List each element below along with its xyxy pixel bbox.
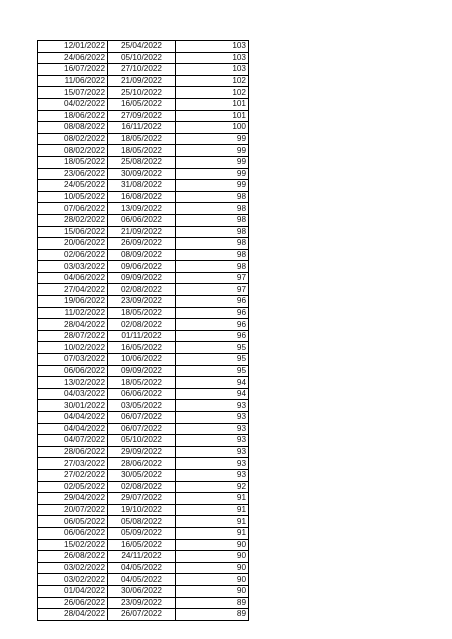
table-row <box>38 261 249 273</box>
end-date-cell[interactable]: 06/06/2022 <box>108 388 176 400</box>
start-date-cell[interactable]: 27/02/2022 <box>38 469 108 481</box>
end-date-cell[interactable]: 09/09/2022 <box>108 365 176 377</box>
table-row <box>38 214 249 226</box>
end-date-cell[interactable]: 29/09/2022 <box>108 446 176 458</box>
days-cell[interactable]: 98 <box>176 249 249 261</box>
end-date-cell[interactable]: 16/08/2022 <box>108 191 176 203</box>
start-date-cell[interactable]: 19/06/2022 <box>38 296 108 308</box>
days-cell[interactable]: 89 <box>176 597 249 609</box>
end-date-cell[interactable]: 26/09/2022 <box>108 238 176 250</box>
start-date-cell[interactable]: 28/07/2022 <box>38 330 108 342</box>
start-date-cell[interactable]: 18/06/2022 <box>38 110 108 122</box>
days-cell[interactable]: 90 <box>176 539 249 551</box>
end-date-cell[interactable]: 05/10/2022 <box>108 52 176 64</box>
table-row <box>38 527 249 539</box>
table-row <box>38 469 249 481</box>
end-date-cell[interactable]: 28/06/2022 <box>108 458 176 470</box>
end-date-cell[interactable]: 27/09/2022 <box>108 110 176 122</box>
table-row <box>38 319 249 331</box>
end-date-cell[interactable]: 16/05/2022 <box>108 342 176 354</box>
table-row <box>38 133 249 145</box>
end-date-cell[interactable]: 30/05/2022 <box>108 469 176 481</box>
days-cell[interactable]: 91 <box>176 504 249 516</box>
days-cell[interactable]: 93 <box>176 435 249 447</box>
days-cell[interactable]: 93 <box>176 446 249 458</box>
table-row <box>38 272 249 284</box>
end-date-cell[interactable]: 04/05/2022 <box>108 562 176 574</box>
end-date-cell[interactable]: 06/07/2022 <box>108 412 176 424</box>
table-row <box>38 342 249 354</box>
days-cell[interactable]: 103 <box>176 64 249 76</box>
table-row <box>38 330 249 342</box>
start-date-cell[interactable]: 06/06/2022 <box>38 527 108 539</box>
table-body <box>38 41 249 621</box>
days-cell[interactable]: 97 <box>176 284 249 296</box>
end-date-cell[interactable]: 02/08/2022 <box>108 481 176 493</box>
end-date-cell[interactable]: 23/09/2022 <box>108 296 176 308</box>
end-date-cell[interactable]: 25/04/2022 <box>108 41 176 53</box>
days-cell[interactable]: 93 <box>176 423 249 435</box>
table-row <box>38 481 249 493</box>
table-row <box>38 307 249 319</box>
table-row <box>38 423 249 435</box>
start-date-cell[interactable]: 26/08/2022 <box>38 551 108 563</box>
days-cell[interactable]: 92 <box>176 481 249 493</box>
days-cell[interactable]: 103 <box>176 52 249 64</box>
days-cell[interactable]: 95 <box>176 354 249 366</box>
days-cell[interactable]: 91 <box>176 527 249 539</box>
table-row <box>38 87 249 99</box>
table-row <box>38 296 249 308</box>
end-date-cell[interactable]: 19/10/2022 <box>108 504 176 516</box>
start-date-cell[interactable]: 04/07/2022 <box>38 435 108 447</box>
table-row <box>38 377 249 389</box>
days-cell[interactable]: 93 <box>176 458 249 470</box>
table-row <box>38 238 249 250</box>
start-date-cell[interactable]: 04/03/2022 <box>38 388 108 400</box>
end-date-cell[interactable]: 06/06/2022 <box>108 214 176 226</box>
table-row <box>38 365 249 377</box>
table-row <box>38 574 249 586</box>
data-table <box>37 40 249 621</box>
days-cell[interactable]: 102 <box>176 87 249 99</box>
days-cell[interactable]: 95 <box>176 365 249 377</box>
days-cell[interactable]: 96 <box>176 296 249 308</box>
days-cell[interactable]: 91 <box>176 516 249 528</box>
end-date-cell[interactable]: 09/06/2022 <box>108 261 176 273</box>
days-cell[interactable]: 98 <box>176 226 249 238</box>
table-row <box>38 412 249 424</box>
end-date-cell[interactable]: 23/09/2022 <box>108 597 176 609</box>
start-date-cell[interactable]: 08/02/2022 <box>38 133 108 145</box>
end-date-cell[interactable]: 26/07/2022 <box>108 609 176 621</box>
end-date-cell[interactable]: 16/05/2022 <box>108 98 176 110</box>
table-row <box>38 504 249 516</box>
table-row <box>38 493 249 505</box>
table-row <box>38 180 249 192</box>
start-date-cell[interactable]: 02/06/2022 <box>38 249 108 261</box>
end-date-cell[interactable]: 02/08/2022 <box>108 319 176 331</box>
end-date-cell[interactable]: 25/10/2022 <box>108 87 176 99</box>
end-date-cell[interactable]: 21/09/2022 <box>108 75 176 87</box>
days-cell[interactable]: 89 <box>176 609 249 621</box>
days-cell[interactable]: 94 <box>176 377 249 389</box>
start-date-cell[interactable]: 28/04/2022 <box>38 319 108 331</box>
table-row <box>38 191 249 203</box>
start-date-cell[interactable]: 27/03/2022 <box>38 458 108 470</box>
table-row <box>38 551 249 563</box>
days-cell[interactable]: 90 <box>176 551 249 563</box>
end-date-cell[interactable]: 16/05/2022 <box>108 539 176 551</box>
days-cell[interactable]: 91 <box>176 493 249 505</box>
end-date-cell[interactable]: 13/09/2022 <box>108 203 176 215</box>
end-date-cell[interactable]: 04/05/2022 <box>108 574 176 586</box>
days-cell[interactable]: 93 <box>176 469 249 481</box>
days-cell[interactable]: 97 <box>176 272 249 284</box>
days-cell[interactable]: 103 <box>176 41 249 53</box>
start-date-cell[interactable]: 11/02/2022 <box>38 307 108 319</box>
table-row <box>38 110 249 122</box>
table-row <box>38 249 249 261</box>
end-date-cell[interactable]: 31/08/2022 <box>108 180 176 192</box>
days-cell[interactable]: 100 <box>176 122 249 134</box>
start-date-cell[interactable]: 04/02/2022 <box>38 98 108 110</box>
start-date-cell[interactable]: 06/05/2022 <box>38 516 108 528</box>
start-date-cell[interactable]: 12/01/2022 <box>38 41 108 53</box>
start-date-cell[interactable]: 26/06/2022 <box>38 597 108 609</box>
table-row <box>38 446 249 458</box>
start-date-cell[interactable]: 10/05/2022 <box>38 191 108 203</box>
days-cell[interactable]: 94 <box>176 388 249 400</box>
table-row <box>38 609 249 621</box>
end-date-cell[interactable]: 02/08/2022 <box>108 284 176 296</box>
end-date-cell[interactable]: 09/09/2022 <box>108 272 176 284</box>
days-cell[interactable]: 99 <box>176 180 249 192</box>
start-date-cell[interactable]: 04/04/2022 <box>38 423 108 435</box>
table-row <box>38 458 249 470</box>
end-date-cell[interactable]: 18/05/2022 <box>108 377 176 389</box>
start-date-cell[interactable]: 28/02/2022 <box>38 214 108 226</box>
days-cell[interactable]: 96 <box>176 330 249 342</box>
end-date-cell[interactable]: 06/07/2022 <box>108 423 176 435</box>
days-cell[interactable]: 93 <box>176 412 249 424</box>
table-row <box>38 284 249 296</box>
table-row <box>38 122 249 134</box>
start-date-cell[interactable]: 29/04/2022 <box>38 493 108 505</box>
start-date-cell[interactable]: 04/06/2022 <box>38 272 108 284</box>
days-cell[interactable]: 102 <box>176 75 249 87</box>
end-date-cell[interactable]: 25/08/2022 <box>108 156 176 168</box>
start-date-cell[interactable]: 13/02/2022 <box>38 377 108 389</box>
end-date-cell[interactable]: 21/09/2022 <box>108 226 176 238</box>
end-date-cell[interactable]: 05/08/2022 <box>108 516 176 528</box>
table-row <box>38 585 249 597</box>
table-row <box>38 98 249 110</box>
days-cell[interactable]: 99 <box>176 156 249 168</box>
start-date-cell[interactable]: 03/02/2022 <box>38 574 108 586</box>
table-row <box>38 52 249 64</box>
days-cell[interactable]: 96 <box>176 307 249 319</box>
table-row <box>38 145 249 157</box>
start-date-cell[interactable]: 06/06/2022 <box>38 365 108 377</box>
start-date-cell[interactable]: 07/06/2022 <box>38 203 108 215</box>
start-date-cell[interactable]: 11/06/2022 <box>38 75 108 87</box>
table-row <box>38 400 249 412</box>
end-date-cell[interactable]: 08/09/2022 <box>108 249 176 261</box>
table-row <box>38 597 249 609</box>
end-date-cell[interactable]: 30/09/2022 <box>108 168 176 180</box>
days-cell[interactable]: 98 <box>176 214 249 226</box>
days-cell[interactable]: 98 <box>176 238 249 250</box>
table-row <box>38 75 249 87</box>
days-cell[interactable]: 90 <box>176 562 249 574</box>
table-row <box>38 435 249 447</box>
days-cell[interactable]: 98 <box>176 203 249 215</box>
end-date-cell[interactable]: 27/10/2022 <box>108 64 176 76</box>
start-date-cell[interactable]: 08/02/2022 <box>38 145 108 157</box>
start-date-cell[interactable]: 08/08/2022 <box>38 122 108 134</box>
table-row <box>38 539 249 551</box>
start-date-cell[interactable]: 30/01/2022 <box>38 400 108 412</box>
end-date-cell[interactable]: 29/07/2022 <box>108 493 176 505</box>
days-cell[interactable]: 96 <box>176 319 249 331</box>
days-cell[interactable]: 99 <box>176 145 249 157</box>
end-date-cell[interactable]: 01/11/2022 <box>108 330 176 342</box>
start-date-cell[interactable]: 20/07/2022 <box>38 504 108 516</box>
days-cell[interactable]: 99 <box>176 168 249 180</box>
days-cell[interactable]: 90 <box>176 574 249 586</box>
start-date-cell[interactable]: 15/07/2022 <box>38 87 108 99</box>
start-date-cell[interactable]: 01/04/2022 <box>38 585 108 597</box>
start-date-cell[interactable]: 02/05/2022 <box>38 481 108 493</box>
end-date-cell[interactable]: 24/11/2022 <box>108 551 176 563</box>
start-date-cell[interactable]: 24/06/2022 <box>38 52 108 64</box>
days-cell[interactable]: 98 <box>176 261 249 273</box>
end-date-cell[interactable]: 10/06/2022 <box>108 354 176 366</box>
table-row <box>38 388 249 400</box>
start-date-cell[interactable]: 28/06/2022 <box>38 446 108 458</box>
start-date-cell[interactable]: 18/05/2022 <box>38 156 108 168</box>
start-date-cell[interactable]: 27/04/2022 <box>38 284 108 296</box>
start-date-cell[interactable]: 15/06/2022 <box>38 226 108 238</box>
days-cell[interactable]: 98 <box>176 191 249 203</box>
start-date-cell[interactable]: 15/02/2022 <box>38 539 108 551</box>
end-date-cell[interactable]: 05/10/2022 <box>108 435 176 447</box>
days-cell[interactable]: 95 <box>176 342 249 354</box>
table-row <box>38 562 249 574</box>
end-date-cell[interactable]: 05/09/2022 <box>108 527 176 539</box>
start-date-cell[interactable]: 04/04/2022 <box>38 412 108 424</box>
end-date-cell[interactable]: 18/05/2022 <box>108 145 176 157</box>
table-row <box>38 156 249 168</box>
table-row <box>38 516 249 528</box>
days-cell[interactable]: 101 <box>176 98 249 110</box>
end-date-cell[interactable]: 18/05/2022 <box>108 307 176 319</box>
start-date-cell[interactable]: 23/06/2022 <box>38 168 108 180</box>
table-row <box>38 64 249 76</box>
table-row <box>38 168 249 180</box>
table-row <box>38 203 249 215</box>
start-date-cell[interactable]: 20/06/2022 <box>38 238 108 250</box>
end-date-cell[interactable]: 03/05/2022 <box>108 400 176 412</box>
end-date-cell[interactable]: 30/06/2022 <box>108 585 176 597</box>
start-date-cell[interactable]: 07/03/2022 <box>38 354 108 366</box>
start-date-cell[interactable]: 10/02/2022 <box>38 342 108 354</box>
start-date-cell[interactable]: 03/02/2022 <box>38 562 108 574</box>
end-date-cell[interactable]: 18/05/2022 <box>108 133 176 145</box>
start-date-cell[interactable]: 03/03/2022 <box>38 261 108 273</box>
table-row <box>38 354 249 366</box>
table-row <box>38 41 249 53</box>
days-cell[interactable]: 99 <box>176 133 249 145</box>
table-row <box>38 226 249 238</box>
end-date-cell[interactable]: 16/11/2022 <box>108 122 176 134</box>
days-cell[interactable]: 101 <box>176 110 249 122</box>
start-date-cell[interactable]: 24/05/2022 <box>38 180 108 192</box>
start-date-cell[interactable]: 28/04/2022 <box>38 609 108 621</box>
days-cell[interactable]: 90 <box>176 585 249 597</box>
start-date-cell[interactable]: 16/07/2022 <box>38 64 108 76</box>
days-cell[interactable]: 93 <box>176 400 249 412</box>
